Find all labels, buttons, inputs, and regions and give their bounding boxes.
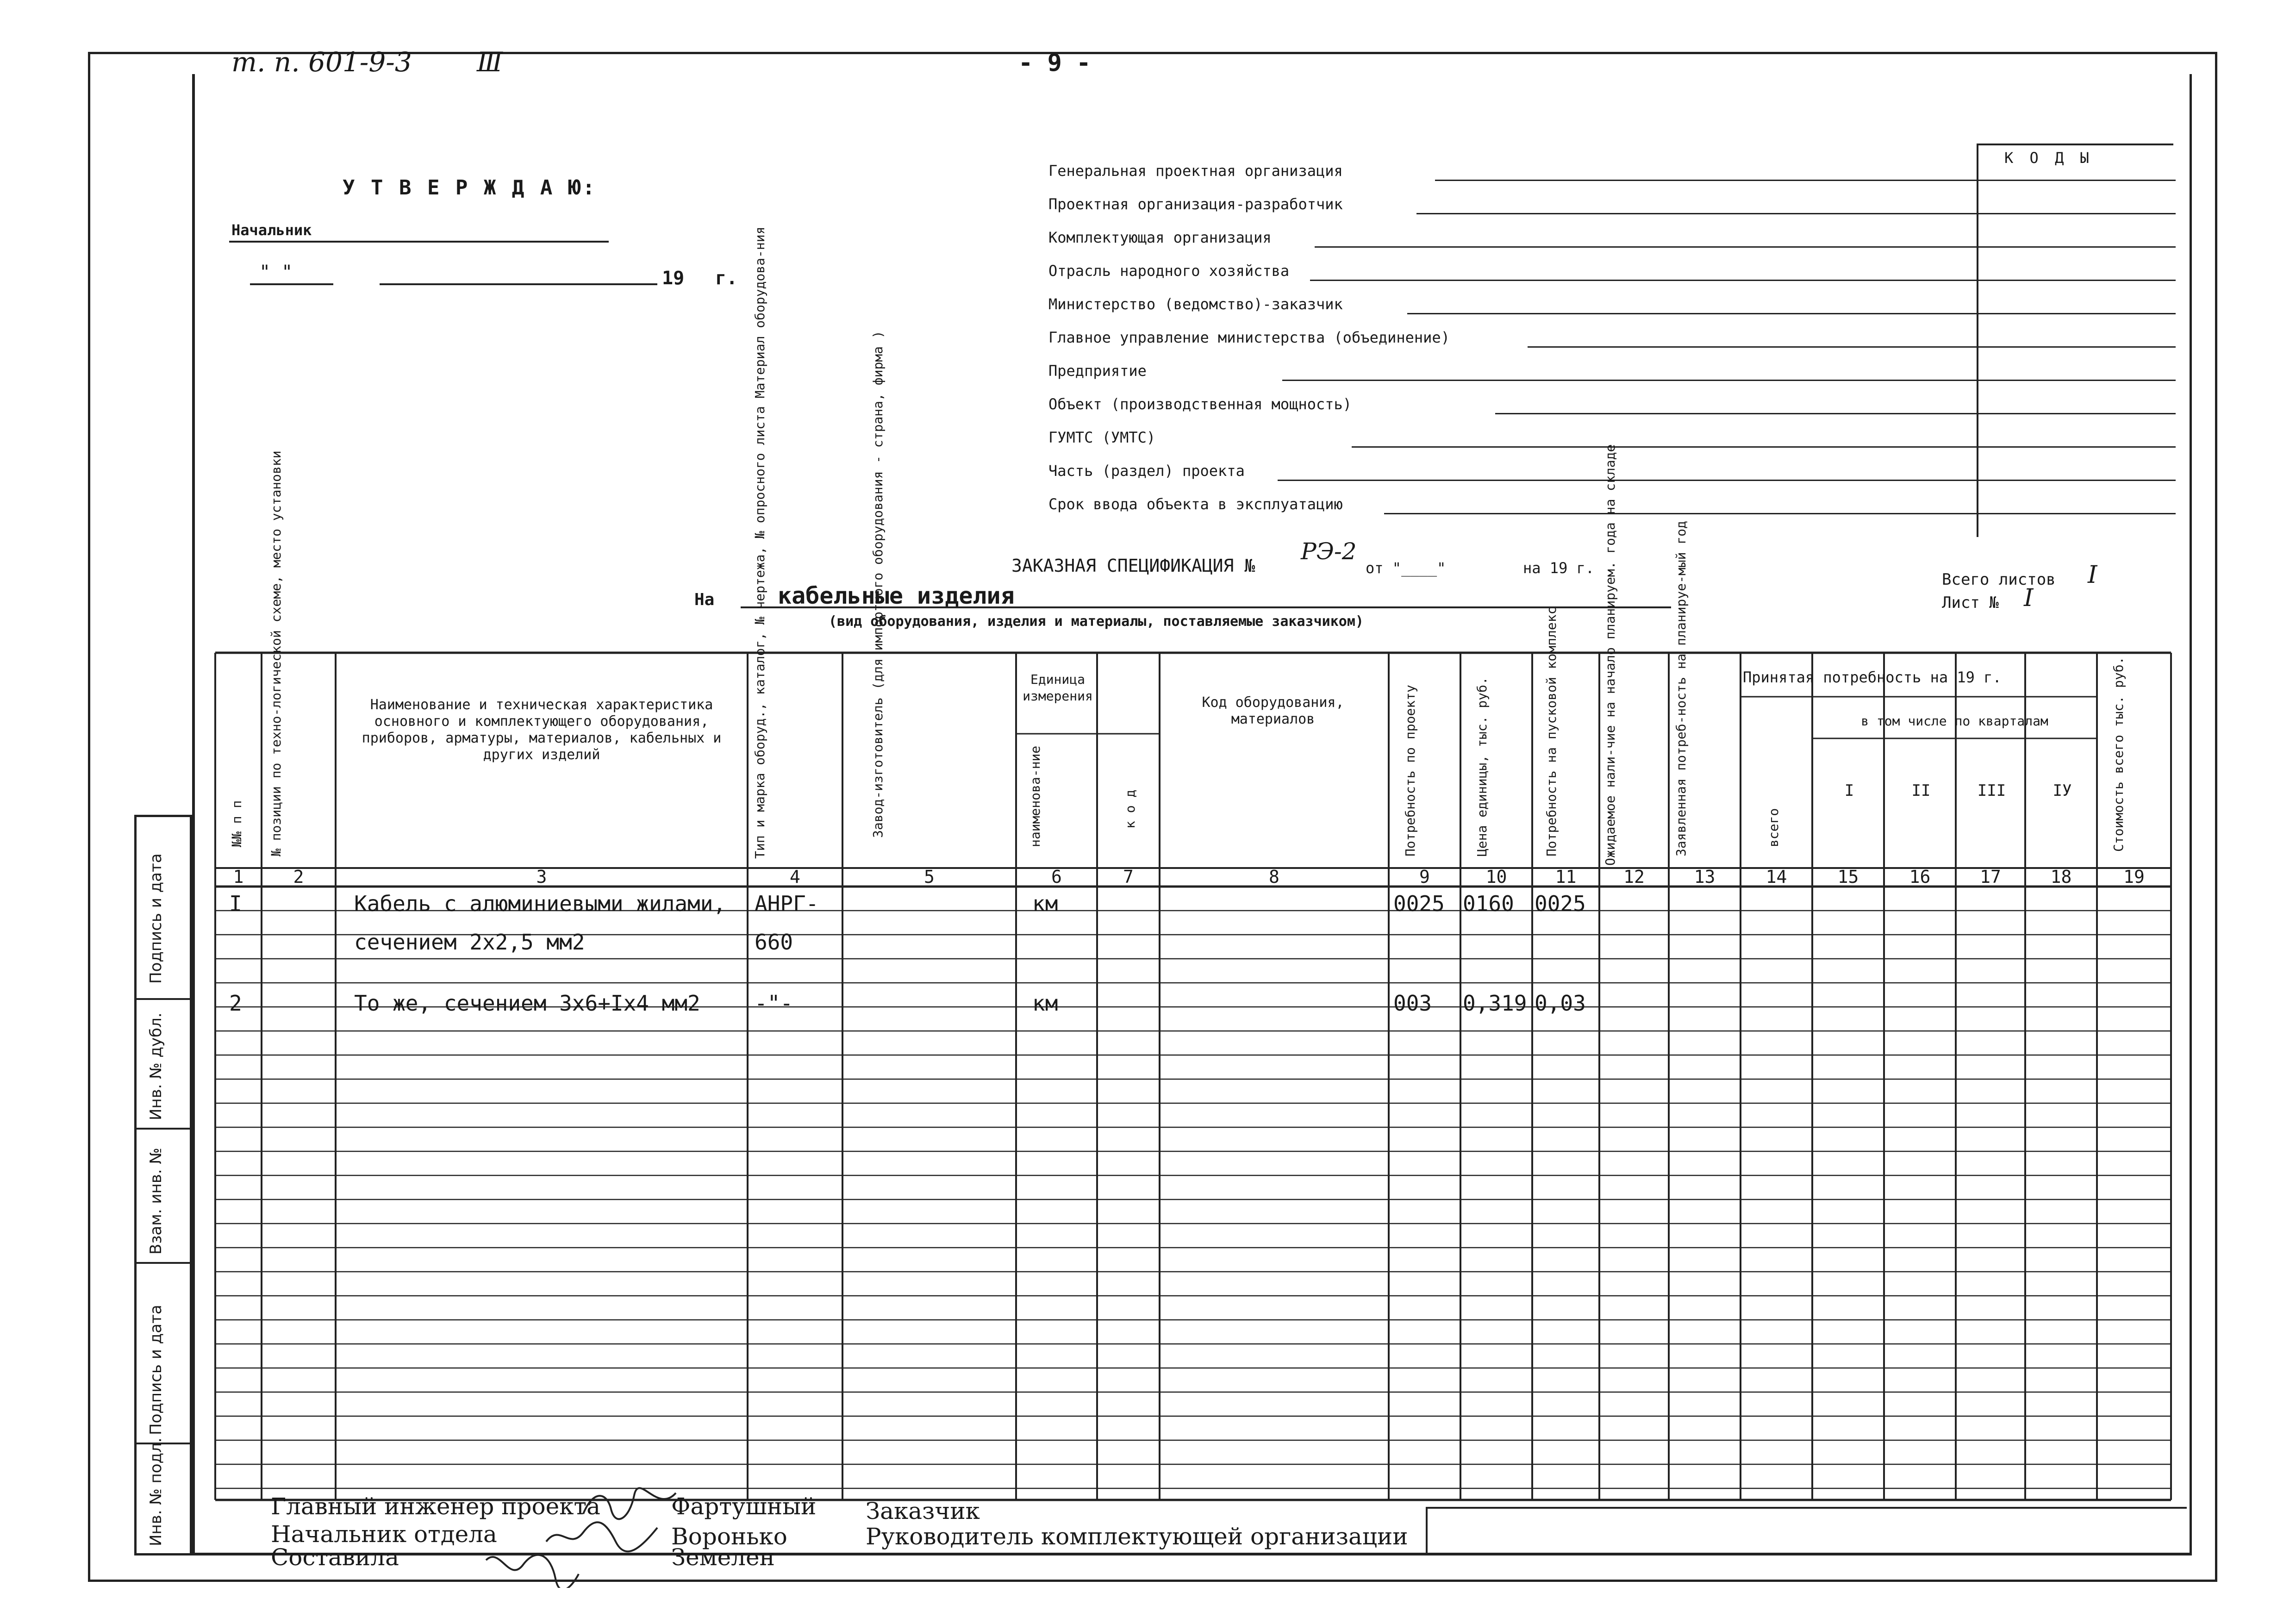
column-number: 18 <box>2050 867 2072 887</box>
column-number: 10 <box>1485 867 1507 887</box>
header-unit-price: Цена единицы, тыс. руб. <box>1474 677 1490 856</box>
organization-label: Отрасль народного хозяйства <box>1048 262 1290 280</box>
organization-label: Объект (производственная мощность) <box>1048 395 1352 413</box>
table-cell-name: сечением 2х2,5 мм2 <box>354 930 585 955</box>
spec-year: на 19 г. <box>1523 559 1595 577</box>
stamp-column <box>134 815 192 1555</box>
table-cell-unit: км <box>1032 991 1058 1016</box>
header-accepted-need: Принятая потребность на 19 г. <box>1743 668 2002 686</box>
spec-title: ЗАКАЗНАЯ СПЕЦИФИКАЦИЯ № <box>1011 556 1255 576</box>
department-head-label: Начальник отдела <box>271 1521 497 1548</box>
chief-engineer-label: Главный инженер проекта <box>271 1493 600 1520</box>
approval-title: У Т В Е Р Ж Д А Ю: <box>343 176 597 200</box>
series-label: т. п. 601-9-3 <box>231 46 412 78</box>
customer-label: Заказчик <box>866 1498 980 1524</box>
stamp-cell-inv-dup: Инв. № дубл. <box>137 1000 190 1130</box>
organization-label: Срок ввода объекта в эксплуатацию <box>1048 495 1343 513</box>
header-unit-name: наименова-ние <box>1028 745 1043 847</box>
column-number: 16 <box>1909 867 1931 887</box>
spec-number: РЭ-2 <box>1301 538 1357 565</box>
header-q1: I <box>1844 781 1854 800</box>
header-position: № позиции по техно-логической схеме, место установки <box>268 450 284 856</box>
header-q3: III <box>1977 781 2006 800</box>
header-declared-need: Заявленная потреб-ность на планируе-мый год <box>1673 521 1689 856</box>
column-number: 15 <box>1837 867 1859 887</box>
approval-date-quotes: " " <box>259 262 293 283</box>
header-q4: IУ <box>2053 781 2072 800</box>
table-cell-n: 2 <box>229 991 242 1016</box>
header-equipment-code: Код оборудования, материалов <box>1202 694 1344 727</box>
header-row-number: №№ п п <box>229 800 244 847</box>
approval-year-suffix: г. <box>715 268 738 289</box>
total-sheets-label: Всего листов <box>1942 570 2056 589</box>
header-expected-stock: Ожидаемое нали-чие на начало планируем. года на складе <box>1603 444 1618 866</box>
column-number: 14 <box>1766 867 1787 887</box>
organization-label: ГУМТС (УМТС) <box>1048 429 1156 446</box>
organization-label: Часть (раздел) проекта <box>1048 462 1245 480</box>
equipment-type: кабельные изделия <box>778 582 1015 609</box>
column-number: 13 <box>1694 867 1716 887</box>
page-number: - 9 - <box>1018 49 1091 77</box>
table-cell-launch: 0025 <box>1535 891 1586 916</box>
column-number: 19 <box>2123 867 2145 887</box>
album-label: Ⅲ <box>477 46 503 78</box>
signature-scribble-1 <box>579 1486 680 1523</box>
signature-box <box>1426 1507 2187 1555</box>
stamp-cell-sign-date-2: Подпись и дата <box>137 1264 190 1444</box>
compiled-name: Земелен <box>671 1544 775 1571</box>
table-cell-unit: км <box>1032 891 1058 916</box>
organization-label: Главное управление министерства (объединение) <box>1048 329 1450 346</box>
department-head-name: Воронько <box>671 1523 787 1550</box>
table-cell-price: 0160 <box>1463 891 1514 916</box>
signature-scribble-3 <box>481 1546 583 1588</box>
approval-year: 19 <box>662 268 685 289</box>
column-number: 17 <box>1980 867 2001 887</box>
column-number: 7 <box>1123 867 1134 887</box>
sheet-label: Лист № <box>1942 593 1999 612</box>
column-number: 11 <box>1555 867 1577 887</box>
approval-position: Начальник <box>231 221 312 239</box>
column-number: 2 <box>293 867 304 887</box>
header-total-cost: Стоимость всего тыс. руб. <box>2111 656 2126 852</box>
table-cell-type: -"- <box>755 991 793 1016</box>
table-cell-type: 660 <box>755 930 793 955</box>
table-cell-name: Кабель с алюминиевыми жилами, <box>354 891 726 916</box>
supplier-head-label: Руководитель комплектующей организации <box>866 1523 1408 1550</box>
na-label: На <box>694 590 715 609</box>
table-cell-launch: 0,03 <box>1535 991 1586 1016</box>
header-project-need: Потребность по проекту <box>1403 685 1418 856</box>
stamp-cell-inv-orig: Инв. № подл. <box>147 1437 165 1546</box>
column-number: 12 <box>1623 867 1645 887</box>
table-cell-type: АНРГ- <box>755 891 819 916</box>
column-number: 4 <box>790 867 800 887</box>
column-number: 3 <box>536 867 547 887</box>
column-number: 9 <box>1419 867 1430 887</box>
table-cell-name: То же, сечением 3х6+Iх4 мм2 <box>354 991 700 1016</box>
header-name-characteristics: Наименование и техническая характеристика основного и комплектующего оборудования, приборов, арматуры, материалов, кабельных и других изделий <box>362 697 722 763</box>
total-sheets-value: I <box>2088 561 2097 589</box>
equipment-caption: (вид оборудования, изделия и материалы, поставляемые заказчиком) <box>829 613 1364 630</box>
header-q2: II <box>1911 781 1931 800</box>
column-number: 1 <box>233 867 244 887</box>
header-quarters-group: в том числе по кварталам <box>1861 713 2048 729</box>
organization-label: Проектная организация-разработчик <box>1048 195 1343 213</box>
column-number: 6 <box>1051 867 1062 887</box>
header-launch-need: Потребность на пусковой комплекс <box>1544 606 1559 856</box>
column-number: 5 <box>924 867 935 887</box>
table-cell-need: 0025 <box>1393 891 1445 916</box>
spec-from: от "____" <box>1366 559 1446 577</box>
column-number: 8 <box>1269 867 1279 887</box>
table-cell-price: 0,319 <box>1463 991 1527 1016</box>
header-unit-code: к о д <box>1123 789 1138 829</box>
header-total: всего <box>1766 808 1781 847</box>
organization-label: Комплектующая организация <box>1048 229 1272 246</box>
organization-label: Предприятие <box>1048 362 1147 380</box>
table-cell-need: 003 <box>1393 991 1432 1016</box>
stamp-cell-replace-inv: Взам. инв. № <box>137 1130 190 1264</box>
organization-label: Министерство (ведомство)-заказчик <box>1048 295 1343 313</box>
codes-header: К О Д Ы <box>2004 149 2093 167</box>
organization-label: Генеральная проектная организация <box>1048 162 1343 180</box>
table-cell-n: I <box>229 891 242 916</box>
header-unit-group: Единица измерения <box>1023 672 1093 704</box>
chief-engineer-name: Фартушный <box>671 1493 817 1520</box>
header-type-brand: Тип и марка оборуд., каталог, № чертежа, № опросного листа Материал оборудова-ния <box>752 226 767 859</box>
compiled-label: Составила <box>271 1544 399 1571</box>
header-manufacturer: Завод-изготовитель (для импортного оборудования - страна, фирма ) <box>870 331 886 838</box>
stamp-cell-sign-date-1: Подпись и дата <box>137 817 190 1000</box>
sheet-value: I <box>2024 584 2034 612</box>
